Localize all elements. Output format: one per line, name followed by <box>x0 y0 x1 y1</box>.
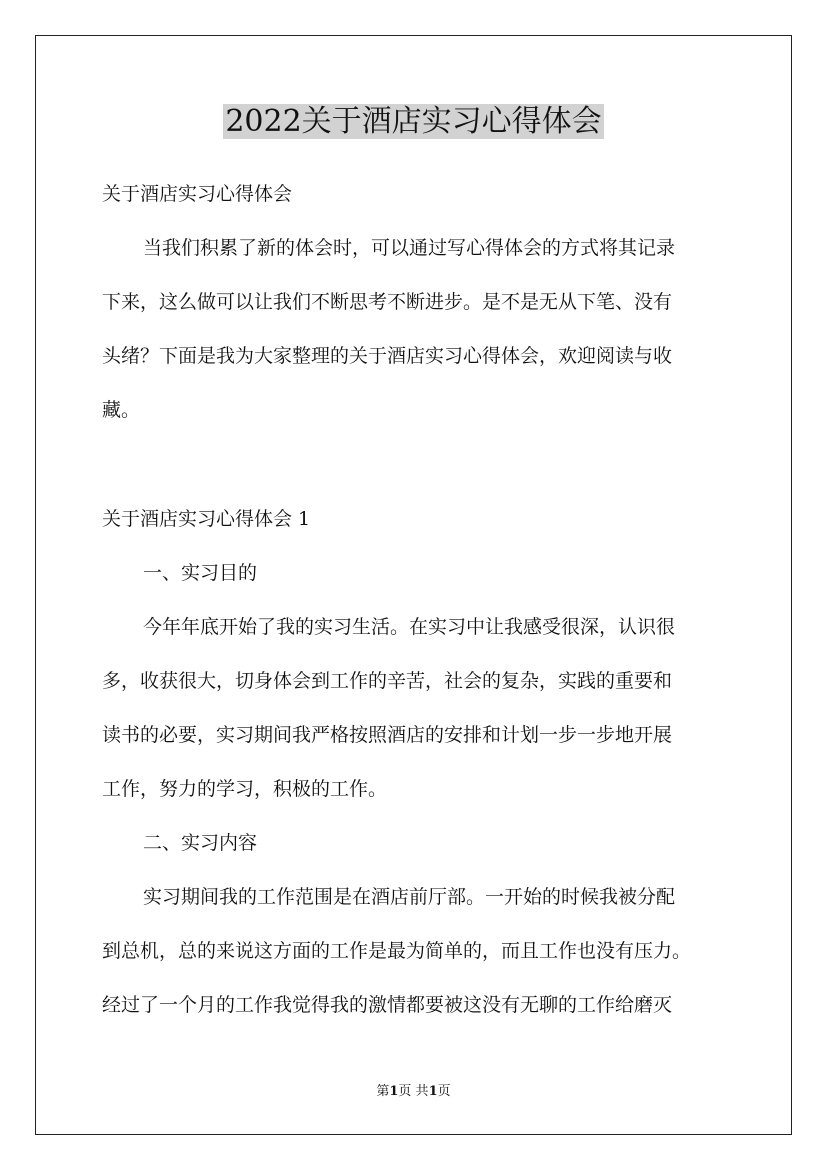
intro-line: 藏。 <box>102 399 141 421</box>
footer-prefix: 第 <box>376 1084 390 1099</box>
paragraph-line: 工作，努力的学习，积极的工作。 <box>102 778 388 800</box>
paragraph-line: 经过了一个月的工作我觉得我的激情都要被这没有无聊的工作给磨灭 <box>102 994 673 1016</box>
paragraph-line: 今年年底开始了我的实习生活。在实习中让我感受很深，认识很 <box>143 616 676 638</box>
footer-suffix: 页 <box>437 1084 451 1099</box>
footer-page-total: 1 <box>428 1084 438 1099</box>
document-title <box>0 100 827 144</box>
section-heading: 一、实习目的 <box>143 562 258 584</box>
paragraph-line: 多，收获很大，切身体会到工作的辛苦，社会的复杂，实践的重要和 <box>102 670 673 692</box>
intro-line: 当我们积累了新的体会时，可以通过写心得体会的方式将其记录 <box>143 237 676 259</box>
section-heading: 二、实习内容 <box>143 832 258 854</box>
intro-line: 下来，这么做可以让我们不断思考不断进步。是不是无从下笔、没有 <box>102 291 673 313</box>
section-title: 关于酒店实习心得体会 1 <box>102 508 311 530</box>
intro-line: 头绪？下面是我为大家整理的关于酒店实习心得体会，欢迎阅读与收 <box>102 345 673 367</box>
footer-page-current: 1 <box>389 1084 399 1099</box>
page-footer <box>0 1083 827 1101</box>
document-title-text: 2022关于酒店实习心得体会 <box>225 104 602 139</box>
footer-mid: 页 共 <box>398 1084 429 1099</box>
paragraph-line: 到总机，总的来说这方面的工作是最为简单的，而且工作也没有压力。 <box>102 940 692 962</box>
document-subtitle: 关于酒店实习心得体会 <box>102 183 293 205</box>
paragraph-line: 实习期间我的工作范围是在酒店前厅部。一开始的时候我被分配 <box>143 886 676 908</box>
paragraph-line: 读书的必要，实习期间我严格按照酒店的安排和计划一步一步地开展 <box>102 724 673 746</box>
